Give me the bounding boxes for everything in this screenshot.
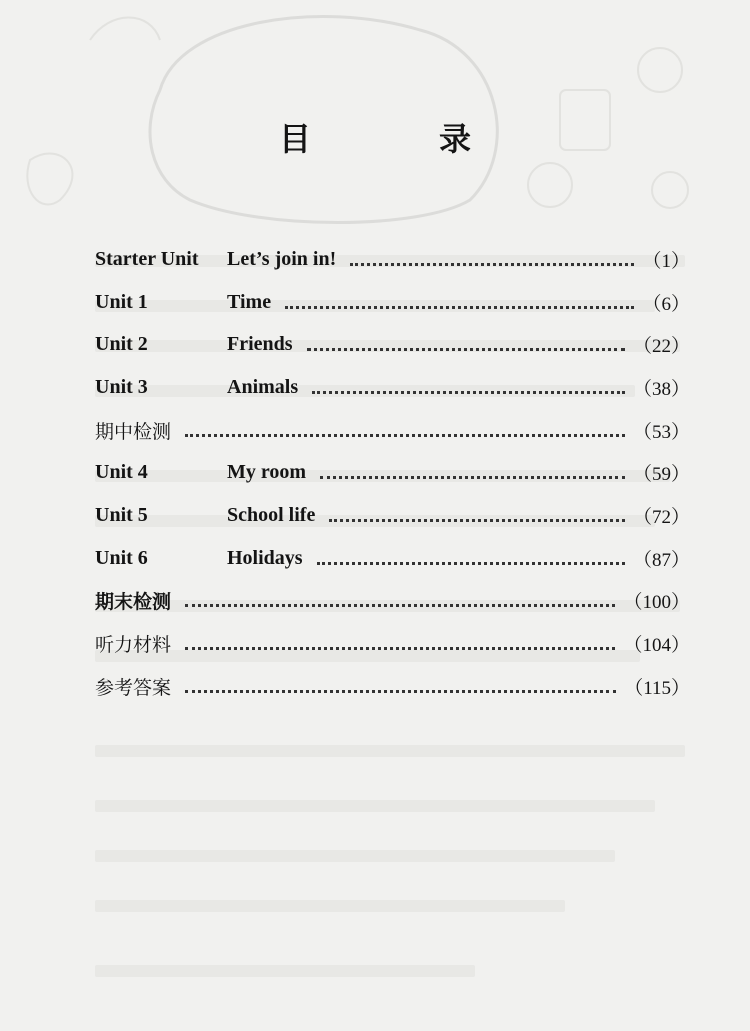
toc-topic-title: My room [227,461,307,484]
toc-list [95,238,690,708]
toc-topic-title: 听力材料 [95,634,172,657]
toc-topic-title: Time [227,290,272,313]
toc-topic-title: Friends [227,333,293,356]
toc-page-number: （6） [642,293,690,315]
toc-dot-leader [185,604,615,607]
toc-dot-leader [185,690,616,693]
toc-dot-leader [320,476,625,479]
toc-topic-title: Holidays [227,546,303,569]
toc-entry[interactable] [95,665,690,708]
toc-unit-label: Unit 5 [95,503,148,526]
toc-topic-title: Animals [227,375,299,398]
toc-entry[interactable] [95,323,690,366]
toc-page-number: （38） [632,378,690,400]
toc-dot-leader [329,519,625,522]
toc-dot-leader [312,391,625,394]
toc-page-number: （104） [623,635,690,657]
toc-entry[interactable] [95,451,690,494]
toc-topic-title: 期中检测 [95,420,172,443]
toc-page-number: （1） [642,250,690,272]
page-title: 目 录 [278,120,519,158]
toc-page-number: （100） [623,592,690,614]
toc-entry[interactable] [95,281,690,324]
toc-dot-leader [285,306,634,309]
toc-dot-leader [317,562,625,565]
toc-page-number: （59） [632,464,690,486]
toc-unit-label: Unit 6 [95,546,148,569]
toc-dot-leader [185,647,615,650]
toc-page-number: （115） [624,677,690,699]
toc-dot-leader [185,434,625,437]
toc-topic-title: 参考答案 [95,676,172,699]
toc-unit-label: Starter Unit [95,247,199,270]
toc-entry[interactable] [95,622,690,665]
toc-dot-leader [350,263,634,266]
toc-entry[interactable] [95,409,690,452]
toc-page-number: （87） [632,549,690,571]
toc-page-number: （53） [632,421,690,443]
toc-dot-leader [307,348,625,351]
toc-page-number: （22） [632,336,690,358]
toc-topic-title: School life [227,503,316,526]
toc-topic-title: Let’s join in! [227,247,337,270]
toc-entry[interactable] [95,537,690,580]
toc-entry[interactable] [95,366,690,409]
toc-entry[interactable] [95,494,690,537]
toc-entry[interactable] [95,580,690,623]
toc-unit-label: Unit 1 [95,290,148,313]
toc-page-number: （72） [632,506,690,528]
toc-topic-title: 期末检测 [95,591,172,614]
toc-entry[interactable] [95,238,690,281]
toc-unit-label: Unit 3 [95,375,148,398]
toc-unit-label: Unit 4 [95,461,148,484]
toc-unit-label: Unit 2 [95,333,148,356]
